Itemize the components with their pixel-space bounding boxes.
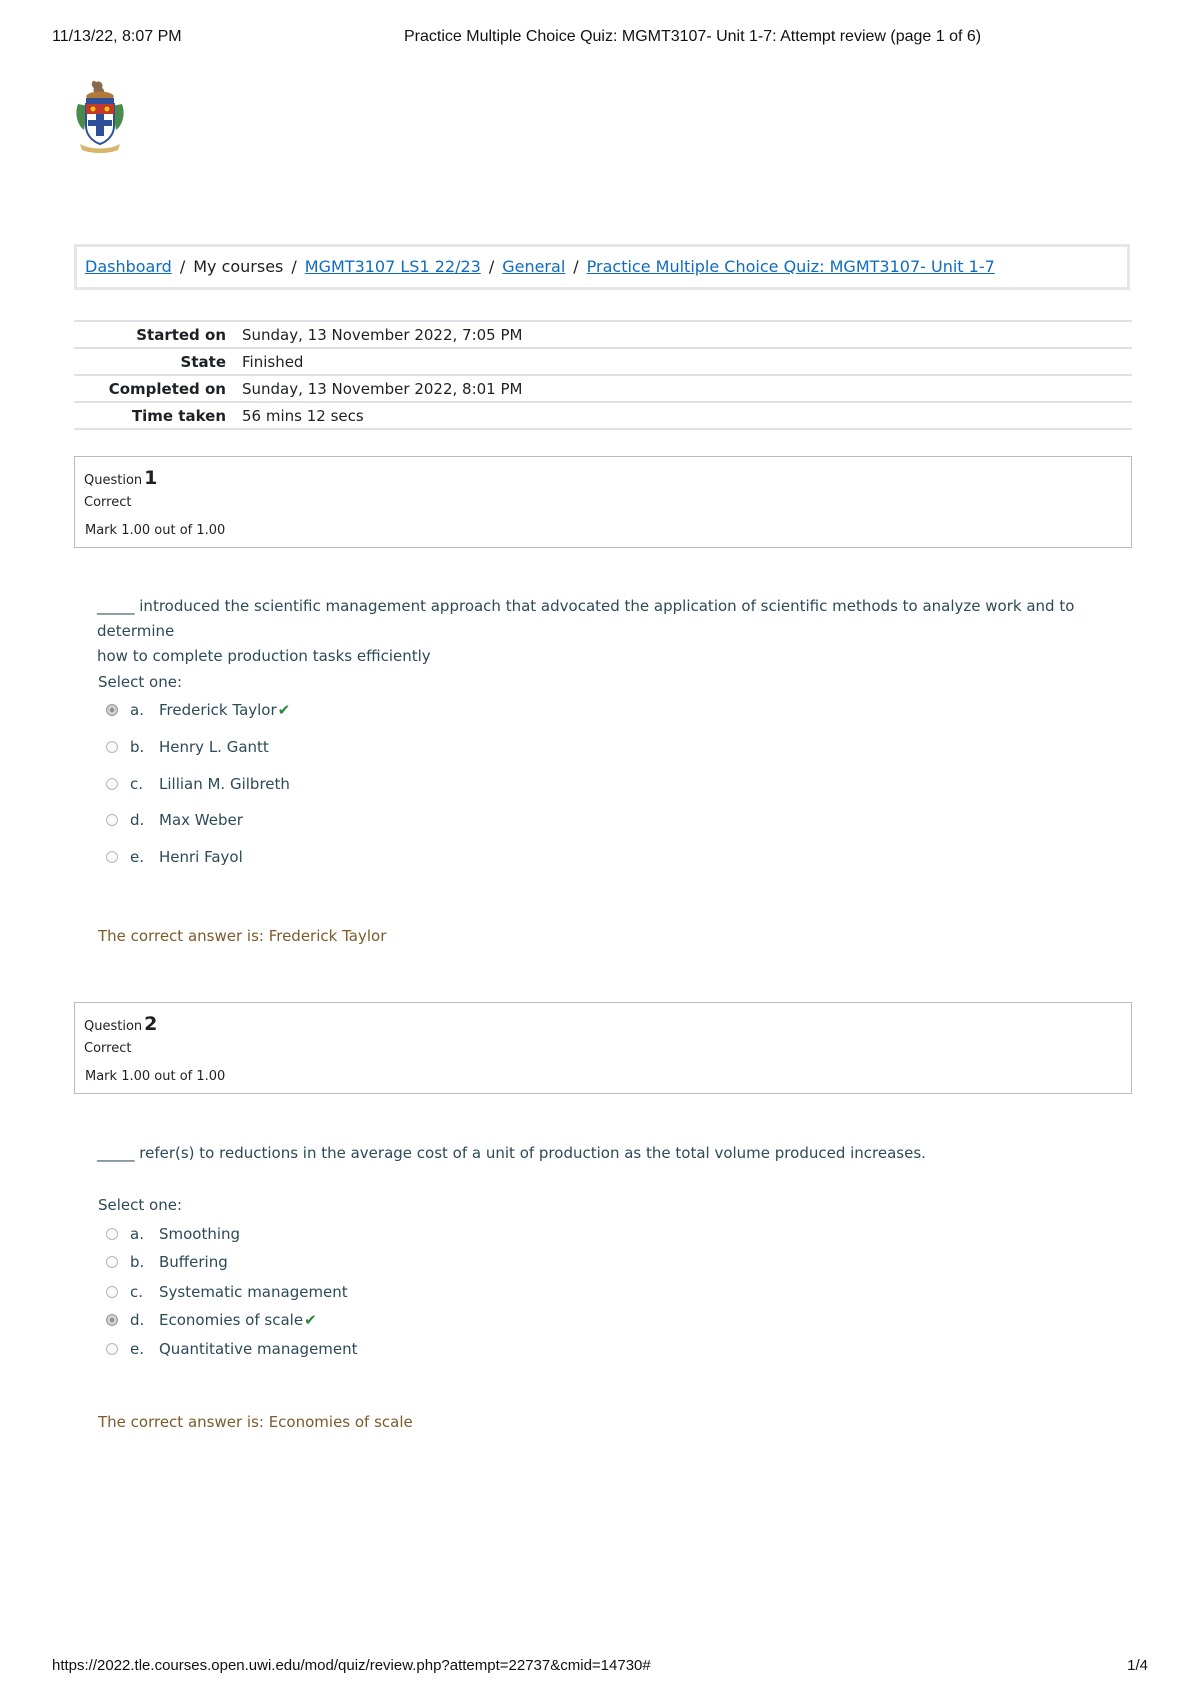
question-info-box [74, 1002, 1132, 1094]
option-label: Buffering [159, 1253, 228, 1271]
radio-button[interactable] [106, 1228, 118, 1240]
print-page-number: 1/4 [1127, 1657, 1148, 1674]
print-header [52, 28, 1148, 50]
question-text-line: how to complete production tasks efficiently [97, 647, 431, 665]
summary-row-completed [74, 375, 1132, 402]
option-label: Systematic management [159, 1283, 348, 1301]
option-letter: a. [130, 701, 144, 719]
question-text-line: _____ refer(s) to reductions in the average cost of a unit of production as the total volume produced increases. [97, 1144, 926, 1162]
breadcrumb-separator: / [488, 257, 495, 276]
option-letter: d. [130, 811, 145, 829]
breadcrumb-quiz-link[interactable]: Practice Multiple Choice Quiz: MGMT3107- Unit 1-7 [586, 257, 995, 276]
select-one-prompt: Select one: [98, 673, 183, 691]
correct-check-icon: ✔ [304, 1311, 317, 1329]
right-answer-feedback: The correct answer is: Frederick Taylor [98, 927, 387, 945]
question-info-box [74, 456, 1132, 548]
summary-value: Finished [242, 352, 304, 371]
attempt-summary-table [74, 320, 1132, 430]
summary-value: 56 mins 12 secs [242, 406, 364, 425]
option-letter: b. [130, 1253, 145, 1271]
question-grade: Mark 1.00 out of 1.00 [85, 523, 226, 538]
question-grade: Mark 1.00 out of 1.00 [85, 1069, 226, 1084]
question-number-value: 1 [144, 467, 158, 489]
radio-button[interactable] [106, 1314, 118, 1326]
option-label-wrap [159, 1311, 317, 1329]
print-datetime: 11/13/22, 8:07 PM [52, 28, 182, 45]
question-text [97, 594, 1107, 669]
breadcrumb [74, 244, 1130, 290]
radio-button[interactable] [106, 851, 118, 863]
option-letter: b. [130, 738, 145, 756]
question-text [97, 1141, 1107, 1166]
summary-label: Time taken [131, 406, 226, 425]
radio-button[interactable] [106, 1343, 118, 1355]
correct-check-icon: ✔ [277, 701, 291, 719]
option-label: Lillian M. Gilbreth [159, 775, 290, 793]
question-text-line: _____ introduced the scientific management approach that advocated the application of scientific methods to analyze work and to determine [97, 597, 1075, 640]
option-letter: c. [130, 775, 144, 793]
question-label: Question [84, 473, 143, 488]
breadcrumb-course-link[interactable]: MGMT3107 LS1 22/23 [304, 257, 481, 276]
option-label: Quantitative management [159, 1340, 358, 1358]
radio-button[interactable] [106, 1256, 118, 1268]
option-label: Henri Fayol [159, 848, 243, 866]
option-letter: d. [130, 1311, 145, 1329]
summary-row-started [74, 321, 1132, 348]
print-url: https://2022.tle.courses.open.uwi.edu/mod/quiz/review.php?attempt=22737&cmid=14730# [52, 1657, 651, 1674]
option-label: Max Weber [159, 811, 243, 829]
option-letter: c. [130, 1283, 144, 1301]
summary-value: Sunday, 13 November 2022, 7:05 PM [242, 325, 523, 344]
radio-button[interactable] [106, 704, 118, 716]
option-letter: e. [130, 848, 144, 866]
breadcrumb-general-link[interactable]: General [502, 257, 566, 276]
question-number [84, 467, 157, 489]
print-footer [52, 1657, 1148, 1679]
option-letter: e. [130, 1340, 144, 1358]
summary-value: Sunday, 13 November 2022, 8:01 PM [242, 379, 523, 398]
option-label-wrap [159, 701, 290, 719]
question-state: Correct [84, 1041, 132, 1056]
summary-label: Started on [136, 325, 226, 344]
radio-button[interactable] [106, 778, 118, 790]
breadcrumb-dashboard-link[interactable]: Dashboard [85, 257, 172, 276]
radio-button[interactable] [106, 741, 118, 753]
question-state: Correct [84, 495, 132, 510]
radio-button[interactable] [106, 814, 118, 826]
option-label: Smoothing [159, 1225, 241, 1243]
summary-label: Completed on [108, 379, 226, 398]
summary-row-time-taken [74, 402, 1132, 429]
radio-button[interactable] [106, 1286, 118, 1298]
question-number [84, 1013, 157, 1035]
option-letter: a. [130, 1225, 144, 1243]
breadcrumb-separator: / [291, 257, 297, 276]
summary-row-state [74, 348, 1132, 375]
right-answer-feedback: The correct answer is: Economies of scale [98, 1413, 413, 1431]
question-label: Question [84, 1019, 143, 1034]
question-number-value: 2 [144, 1013, 158, 1035]
print-document-title: Practice Multiple Choice Quiz: MGMT3107- Unit 1-7: Attempt review (page 1 of 6) [404, 28, 982, 45]
breadcrumb-trail [85, 257, 995, 276]
breadcrumb-my-courses: My courses [193, 257, 284, 276]
summary-label: State [180, 352, 226, 371]
breadcrumb-separator: / [179, 257, 186, 276]
university-crest-icon[interactable] [72, 74, 128, 154]
breadcrumb-separator: / [573, 257, 579, 276]
option-label: Economies of scale [159, 1311, 304, 1329]
option-label: Frederick Taylor [159, 701, 277, 719]
option-label: Henry L. Gantt [159, 738, 269, 756]
select-one-prompt: Select one: [98, 1196, 183, 1214]
